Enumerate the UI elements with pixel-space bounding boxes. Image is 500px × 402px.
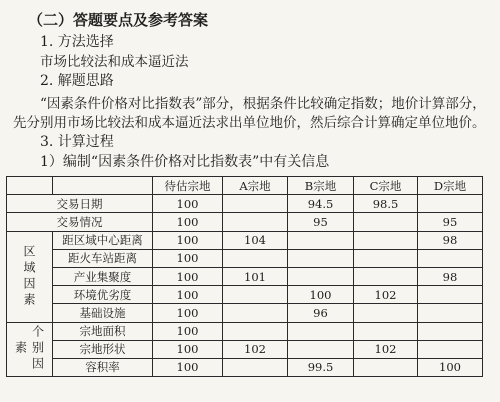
approach-text-2: 先分别用市场比较法和成本逼近法求出单位地价，然后综合计算确定单位地价。 xyxy=(13,115,486,131)
table-header-row xyxy=(7,177,483,195)
table-row xyxy=(7,267,483,285)
value-cell xyxy=(418,249,483,267)
table-row xyxy=(7,213,483,231)
value-cell xyxy=(223,213,288,231)
value-cell: 100 xyxy=(153,358,223,376)
approach-text-1: “因素条件价格对比指数表”部分，根据条件比较确定指数；地价计算部分， xyxy=(40,96,486,112)
factor-cell: 距火车站距离 xyxy=(53,249,153,267)
value-cell: 100 xyxy=(418,358,483,376)
approach-heading: 2. 解题思路 xyxy=(40,73,114,89)
table-row xyxy=(7,286,483,304)
value-cell: 102 xyxy=(354,340,418,358)
table-row xyxy=(7,249,483,267)
value-cell: 98.5 xyxy=(354,195,418,213)
value-cell xyxy=(418,195,483,213)
factor-cell: 宗地形状 xyxy=(53,340,153,358)
table-row xyxy=(7,195,483,213)
value-cell xyxy=(354,213,418,231)
table-row xyxy=(7,231,483,249)
value-cell xyxy=(223,286,288,304)
header-cell xyxy=(7,177,53,195)
table-row xyxy=(7,304,483,322)
value-cell: 100 xyxy=(153,286,223,304)
value-cell: 100 xyxy=(153,322,223,340)
value-cell: 100 xyxy=(153,249,223,267)
value-cell xyxy=(354,358,418,376)
factor-cell: 交易日期 xyxy=(7,195,153,213)
value-cell xyxy=(354,249,418,267)
value-cell xyxy=(418,340,483,358)
factor-cell: 宗地面积 xyxy=(53,322,153,340)
value-cell: 98 xyxy=(418,267,483,285)
value-cell xyxy=(354,267,418,285)
value-cell: 100 xyxy=(153,267,223,285)
factor-cell: 距区域中心距离 xyxy=(53,231,153,249)
value-cell xyxy=(418,322,483,340)
value-cell: 100 xyxy=(153,231,223,249)
value-cell xyxy=(418,286,483,304)
value-cell: 100 xyxy=(153,195,223,213)
header-cell: D宗地 xyxy=(418,177,483,195)
value-cell xyxy=(223,195,288,213)
factor-cell: 环境优劣度 xyxy=(53,286,153,304)
factor-cell: 基础设施 xyxy=(53,304,153,322)
step-heading: 1）编制“因素条件价格对比指数表”中有关信息 xyxy=(40,154,330,170)
factor-cell: 容积率 xyxy=(53,358,153,376)
value-cell: 100 xyxy=(288,286,354,304)
table-row xyxy=(7,322,483,340)
value-cell: 94.5 xyxy=(288,195,354,213)
value-cell: 102 xyxy=(354,286,418,304)
value-cell: 98 xyxy=(418,231,483,249)
value-cell xyxy=(354,322,418,340)
header-cell: C宗地 xyxy=(354,177,418,195)
factor-cell: 产业集聚度 xyxy=(53,267,153,285)
value-cell: 100 xyxy=(153,213,223,231)
group-label-regional: 区域因素 xyxy=(7,231,53,322)
value-cell: 95 xyxy=(418,213,483,231)
header-cell: 待估宗地 xyxy=(153,177,223,195)
value-cell: 102 xyxy=(223,340,288,358)
value-cell xyxy=(288,322,354,340)
value-cell xyxy=(288,340,354,358)
table-row xyxy=(7,340,483,358)
header-cell: A宗地 xyxy=(223,177,288,195)
value-cell xyxy=(418,304,483,322)
value-cell xyxy=(354,304,418,322)
header-cell: B宗地 xyxy=(288,177,354,195)
factor-cell: 交易情况 xyxy=(7,213,153,231)
value-cell xyxy=(288,267,354,285)
method-heading: 1. 方法选择 xyxy=(40,34,114,50)
value-cell xyxy=(288,231,354,249)
price-index-table xyxy=(6,176,483,377)
value-cell: 95 xyxy=(288,213,354,231)
process-heading: 3. 计算过程 xyxy=(40,134,114,150)
value-cell: 101 xyxy=(223,267,288,285)
value-cell: 99.5 xyxy=(288,358,354,376)
value-cell xyxy=(223,249,288,267)
section-heading: （二）答题要点及参考答案 xyxy=(28,11,209,29)
value-cell xyxy=(288,249,354,267)
value-cell: 96 xyxy=(288,304,354,322)
value-cell: 100 xyxy=(153,304,223,322)
table-row xyxy=(7,358,483,376)
header-cell xyxy=(53,177,153,195)
group-label-individual: 个别因素 xyxy=(7,322,53,377)
value-cell: 100 xyxy=(153,340,223,358)
value-cell xyxy=(223,358,288,376)
value-cell xyxy=(354,231,418,249)
value-cell xyxy=(223,304,288,322)
value-cell xyxy=(223,322,288,340)
value-cell: 104 xyxy=(223,231,288,249)
method-text: 市场比较法和成本逼近法 xyxy=(40,54,189,70)
